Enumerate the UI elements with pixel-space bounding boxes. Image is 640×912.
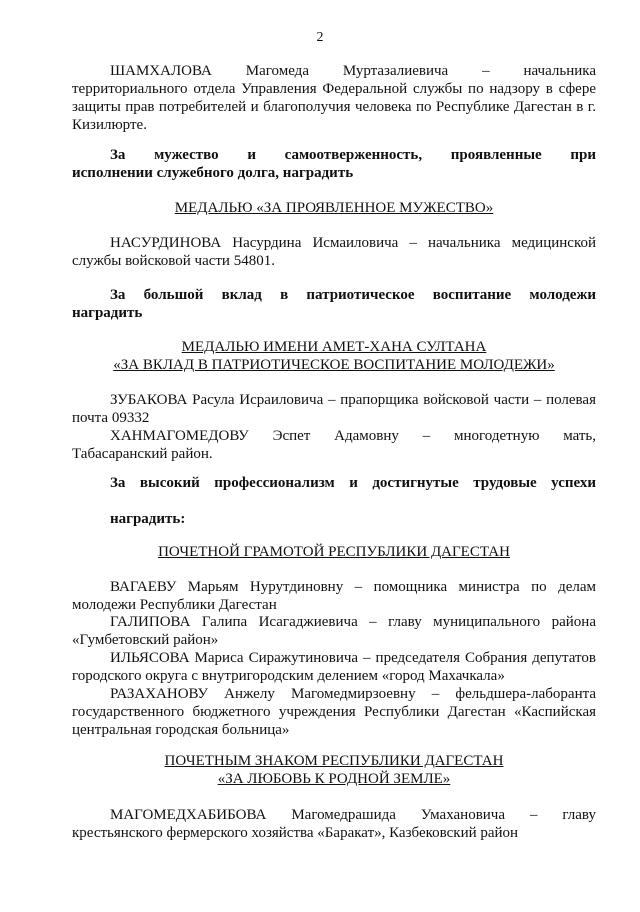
- entry-vagaeva-text: ВАГАЕВУ Марьям Нурутдиновну – помощника министра по делам молодежи Республики Дагестан: [72, 579, 596, 613]
- clause-patriotic: [72, 286, 596, 322]
- clause-patriotic-line2: наградить: [72, 305, 143, 321]
- entry-shamkhalov-line1: ШАМХАЛОВА Магомеда Муртазалиевича – начальника: [110, 63, 596, 79]
- clause-professional-line2: наградить:: [110, 511, 186, 527]
- entry-magomedkhabibov-text: МАГОМЕДХАБИБОВА Магомедрашида Умахановича – главу крестьянского фермерского хозяйства «Баракат», Казбековский район: [72, 807, 596, 841]
- entry-shamkhalov-rest: территориального отдела Управления Федеральной службы по надзору в сфере защиты прав потребителей и благополучия человека по Республике Дагестан в г. Кизилюрте.: [72, 81, 596, 133]
- clause-courage-line2: исполнении служебного долга, наградить: [72, 165, 354, 181]
- entry-magomedkhabibov: [72, 806, 596, 842]
- entry-zubakov: [72, 391, 596, 427]
- entry-khanmagomedova-line2: Табасаранский район.: [72, 446, 213, 462]
- award-amet-khan-line1: МЕДАЛЬЮ ИМЕНИ АМЕТ-ХАНА СУЛТАНА: [181, 339, 487, 355]
- award-gramota-title: ПОЧЕТНОЙ ГРАМОТОЙ РЕСПУБЛИКИ ДАГЕСТАН: [158, 544, 510, 560]
- entry-ilyasov: [72, 649, 596, 685]
- entry-galipov: [72, 613, 596, 649]
- award-znak-line2: «ЗА ЛЮБОВЬ К РОДНОЙ ЗЕМЛЕ»: [217, 771, 451, 787]
- entry-khanmagomedova: [72, 427, 596, 463]
- entry-razakhanova: [72, 685, 596, 739]
- page-number: 2: [316, 30, 324, 45]
- award-znak-line1: ПОЧЕТНЫМ ЗНАКОМ РЕСПУБЛИКИ ДАГЕСТАН: [164, 753, 504, 769]
- entry-nasurdinov-text: НАСУРДИНОВА Насурдина Исмаиловича – начальника медицинской службы войсковой части 54801.: [72, 235, 596, 269]
- entry-khanmagomedova-line1: ХАНМАГОМЕДОВУ Эспет Адамовну – многодетную мать,: [110, 428, 596, 444]
- award-znak-heading: [72, 752, 596, 788]
- entry-razakhanova-text: РАЗАХАНОВУ Анжелу Магомедмирзоевну – фельдшера-лаборанта государственного бюджетного учреждения Республики Дагестан «Каспийская центральная городская больница»: [72, 686, 596, 738]
- clause-professional: [72, 474, 596, 492]
- clause-courage-line1: За мужество и самоотверженность, проявленные при: [110, 147, 596, 163]
- award-amet-khan-heading: [72, 338, 596, 374]
- award-courage-heading: [72, 199, 596, 217]
- entry-vagaeva: [72, 578, 596, 614]
- entry-galipov-text: ГАЛИПОВА Галипа Исагаджиевича – главу муниципального района «Гумбетовский район»: [72, 614, 596, 648]
- clause-professional-line1: За высокий профессионализм и достигнутые трудовые успехи: [110, 475, 596, 491]
- entry-shamkhalov: [72, 62, 596, 134]
- clause-courage: [72, 146, 596, 182]
- entry-zubakov-text: ЗУБАКОВА Расула Исраиловича – прапорщика войсковой части – полевая почта 09332: [72, 392, 596, 426]
- clause-professional-action: [72, 510, 596, 528]
- award-courage-title: МЕДАЛЬЮ «ЗА ПРОЯВЛЕННОЕ МУЖЕСТВО»: [174, 200, 494, 216]
- award-gramota-heading: [72, 543, 596, 561]
- clause-patriotic-line1: За большой вклад в патриотическое воспитание молодежи: [110, 287, 596, 303]
- award-amet-khan-line2: «ЗА ВКЛАД В ПАТРИОТИЧЕСКОЕ ВОСПИТАНИЕ МОЛОДЕЖИ»: [113, 357, 555, 373]
- entry-nasurdinov: [72, 234, 596, 270]
- entry-ilyasov-text: ИЛЬЯСОВА Мариса Сиражутиновича – председателя Собрания депутатов городского округа с внутригородским делением «город Махачкала»: [72, 650, 596, 684]
